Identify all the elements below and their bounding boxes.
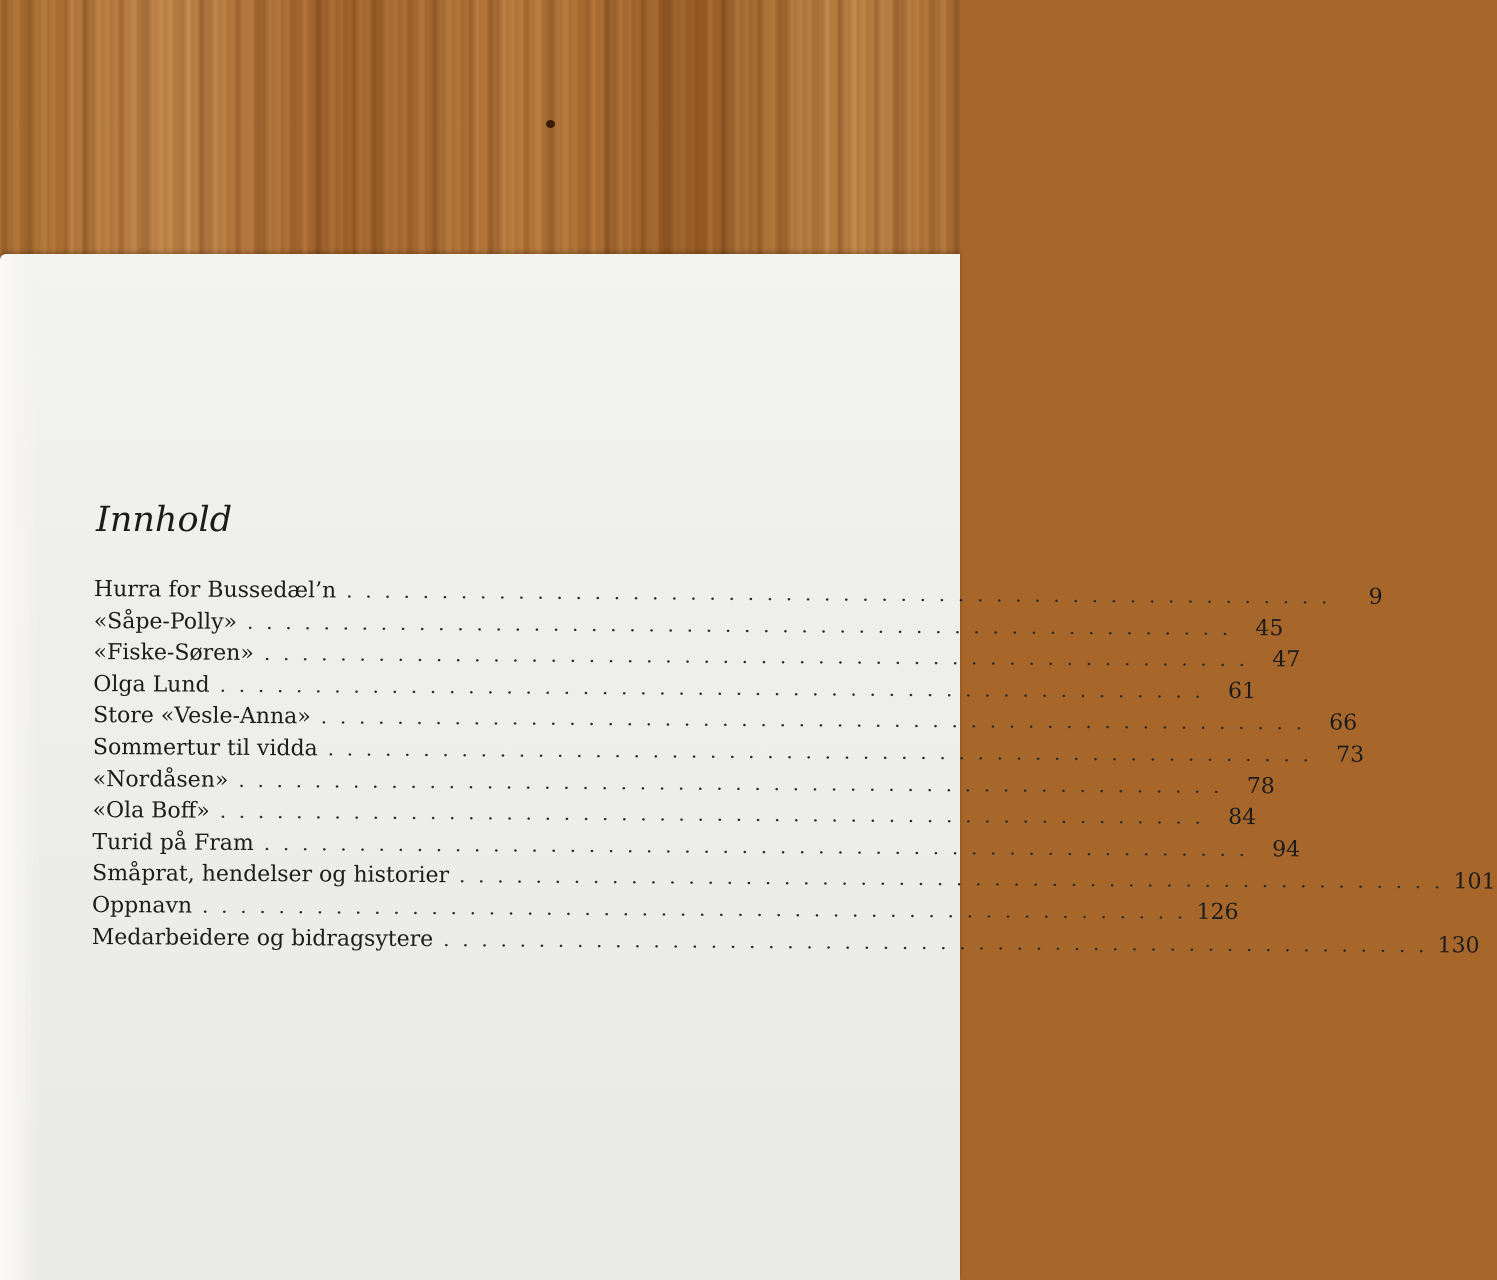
toc-entry-page: 45 bbox=[1255, 615, 1284, 641]
toc-dot-leader: . . . . . . . . . . . . . . . . . . . . . . . . . . . . . . . . . . . . . . . . . . . . . . . . . . . . bbox=[327, 736, 1313, 767]
toc-dot-leader: . . . . . . . . . . . . . . . . . . . . . . . . . . . . . . . . . . . . . . . . . . . . . . . . . . . . bbox=[459, 863, 1444, 894]
toc-entry-title: Småprat, hendelser og historier bbox=[92, 861, 450, 889]
table-of-contents bbox=[91, 577, 1496, 960]
toc-dot-leader: . . . . . . . . . . . . . . . . . . . . . . . . . . . . . . . . . . . . . . . . . . . . . . . . . . . . bbox=[346, 578, 1331, 609]
toc-entry-page: 61 bbox=[1227, 678, 1257, 704]
toc-dot-leader: . . . . . . . . . . . . . . . . . . . . . . . . . . . . . . . . . . . . . . . . . . . . . . . . . . . . bbox=[219, 672, 1205, 703]
toc-entry-page: 78 bbox=[1246, 773, 1275, 799]
toc-entry-page: 126 bbox=[1196, 899, 1239, 925]
toc-dot-leader: . . . . . . . . . . . . . . . . . . . . . . . . . . . . . . . . . . . . . . . . . . . . . . . . . . . . bbox=[263, 830, 1249, 861]
toc-dot-leader: . . . . . . . . . . . . . . . . . . . . . . . . . . . . . . . . . . . . . . . . . . . . . . . . . . . . bbox=[320, 704, 1306, 735]
toc-entry bbox=[93, 577, 1383, 613]
toc-entry-page: 66 bbox=[1329, 710, 1358, 737]
toc-entry-page: 130 bbox=[1437, 932, 1480, 959]
toc-entry-title: «Såpe-Polly» bbox=[93, 608, 238, 635]
toc-entry-title: «Nordåsen» bbox=[92, 766, 229, 793]
toc-entry bbox=[93, 640, 1301, 676]
toc-entry-title: Store «Vesle-Anna» bbox=[93, 703, 311, 730]
toc-dot-leader: . . . . . . . . . . . . . . . . . . . . . . . . . . . . . . . . . . . . . . . . . . . . . . . . . . . . bbox=[263, 641, 1249, 672]
toc-entry-title: Turid på Fram bbox=[92, 829, 254, 856]
toc-entry-page: 9 bbox=[1368, 584, 1383, 610]
toc-entry bbox=[92, 798, 1257, 834]
toc-entry-title: Hurra for Bussedæl’n bbox=[93, 577, 337, 604]
toc-entry-page: 94 bbox=[1272, 836, 1301, 863]
toc-entry bbox=[92, 861, 1496, 897]
page-title: Innhold bbox=[96, 500, 233, 540]
toc-entry-page: 47 bbox=[1272, 647, 1301, 673]
toc-dot-leader: . . . . . . . . . . . . . . . . . . . . . . . . . . . . . . . . . . . . . . . . . . . . . . . . . . . . bbox=[246, 609, 1232, 640]
toc-dot-leader: . . . . . . . . . . . . . . . . . . . . . . . . . . . . . . . . . . . . . . . . . . . . . . . . . . . . bbox=[219, 798, 1205, 829]
toc-entry-page: 73 bbox=[1336, 742, 1365, 768]
toc-entry-title: Sommertur til vidda bbox=[92, 734, 318, 762]
toc-entry-title: Oppnavn bbox=[91, 892, 193, 919]
toc-entry-title: «Ola Boff» bbox=[92, 798, 210, 824]
wood-knot bbox=[546, 120, 555, 128]
toc-dot-leader: . . . . . . . . . . . . . . . . . . . . . . . . . . . . . . . . . . . . . . . . . . . . . . . . . . . . bbox=[238, 767, 1223, 798]
toc-entry-title: Olga Lund bbox=[93, 671, 210, 698]
toc-entry-title: «Fiske-Søren» bbox=[93, 640, 254, 667]
toc-dot-leader: . . . . . . . . . . . . . . . . . . . . . . . . . . . . . . . . . . . . . . . . . . . . . . . . . . . . bbox=[202, 893, 1187, 924]
toc-entry bbox=[92, 766, 1275, 803]
toc-entry-page: 84 bbox=[1228, 805, 1257, 831]
toc-dot-leader: . . . . . . . . . . . . . . . . . . . . . . . . . . . . . . . . . . . . . . . . . . . . . . . . . . . . bbox=[443, 926, 1428, 957]
toc-entry bbox=[92, 734, 1365, 771]
toc-entry bbox=[91, 892, 1239, 929]
toc-entry-page: 101 bbox=[1453, 869, 1496, 895]
toc-entry bbox=[93, 671, 1257, 708]
toc-entry bbox=[93, 703, 1358, 739]
toc-entry bbox=[91, 924, 1480, 961]
toc-entry-title: Medarbeidere og bidragsytere bbox=[91, 924, 434, 952]
toc-entry bbox=[92, 829, 1301, 866]
toc-entry bbox=[93, 608, 1284, 645]
page-spine-edge bbox=[0, 254, 40, 1280]
